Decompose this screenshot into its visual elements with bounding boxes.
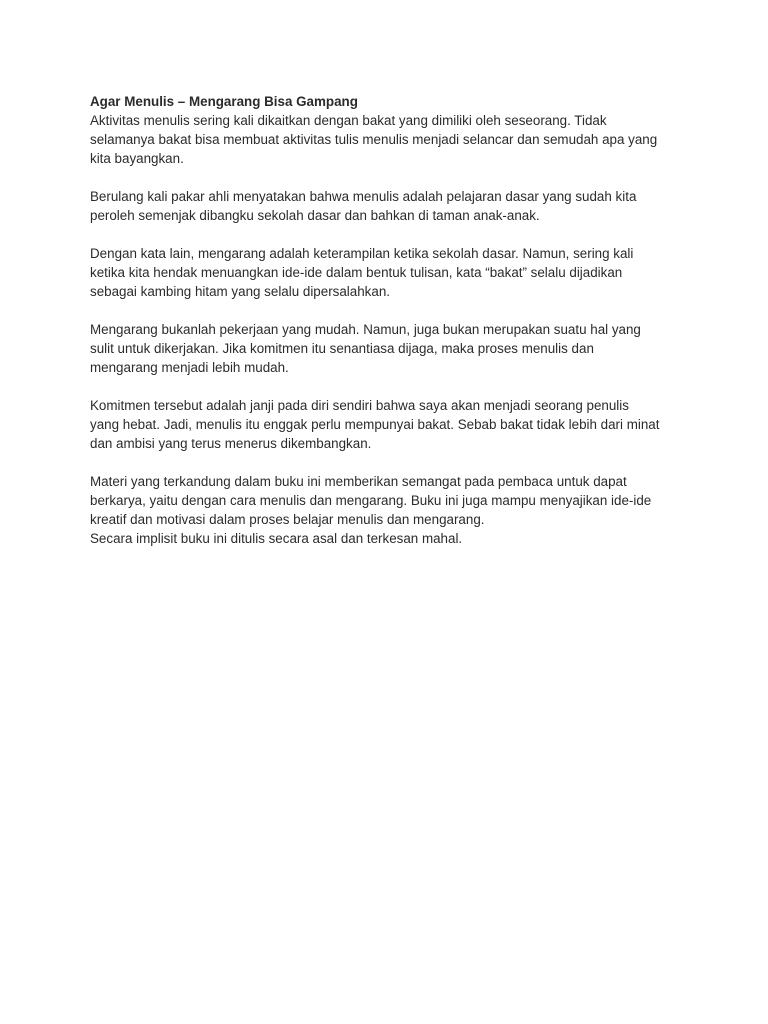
paragraph-2: Berulang kali pakar ahli menyatakan bahwa menulis adalah pelajaran dasar yang sudah kita peroleh semenjak dibangku sekolah dasar dan bahkan di taman anak-anak. bbox=[90, 189, 637, 223]
paragraph-3: Dengan kata lain, mengarang adalah keterampilan ketika sekolah dasar. Namun, sering kali ketika kita hendak menuangkan ide-ide dalam bentuk tulisan, kata “bakat” selalu dijadikan sebagai kambing hitam yang selalu dipersalahkan. bbox=[90, 246, 634, 299]
document-title: Agar Menulis – Mengarang Bisa Gampang bbox=[90, 94, 358, 109]
paragraph-4: Mengarang bukanlah pekerjaan yang mudah. Namun, juga bukan merupakan suatu hal yang sulit untuk dikerjakan. Jika komitmen itu senantiasa dijaga, maka proses menulis dan mengarang menjadi lebih mudah. bbox=[90, 322, 641, 375]
paragraph-5: Komitmen tersebut adalah janji pada diri sendiri bahwa saya akan menjadi seorang penulis yang hebat. Jadi, menulis itu enggak perlu mempunyai bakat. Sebab bakat tidak lebih dari minat dan ambisi yang terus menerus dikembangkan. bbox=[90, 398, 660, 451]
document-body bbox=[90, 92, 690, 567]
paragraph-1: Aktivitas menulis sering kali dikaitkan dengan bakat yang dimiliki oleh seseorang. Tidak selamanya bakat bisa membuat aktivitas tulis menulis menjadi selancar dan semudah apa yang kita bayangkan. bbox=[90, 113, 658, 166]
paragraph-6: Materi yang terkandung dalam buku ini memberikan semangat pada pembaca untuk dapat berkarya, yaitu dengan cara menulis dan mengarang. Buku ini juga mampu menyajikan ide-ide kreatif dan motivasi dalam proses belajar menulis dan mengarang. Secara implisit buku ini ditulis secara asal dan terkesan mahal. bbox=[90, 474, 652, 546]
